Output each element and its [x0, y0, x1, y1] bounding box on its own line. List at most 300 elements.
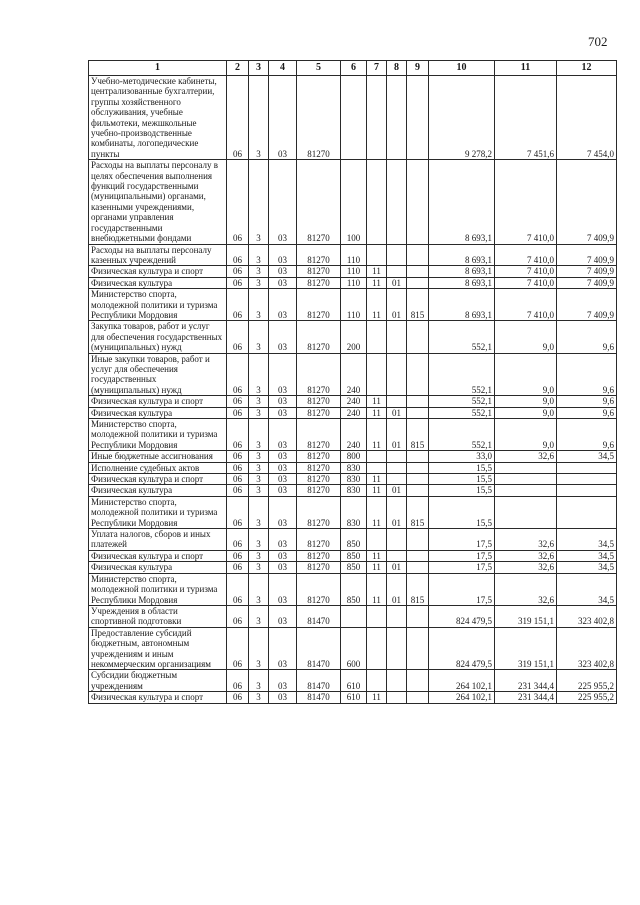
table-cell: 323 402,8 [557, 605, 617, 627]
table-cell: 32,6 [495, 550, 557, 561]
table-cell: 06 [227, 277, 249, 288]
table-cell [367, 627, 387, 670]
row-label: Закупка товаров, работ и услуг для обеспечения государственных (муниципальных) нужд [89, 321, 227, 353]
table-cell: 3 [249, 692, 269, 703]
table-cell: 264 102,1 [429, 692, 495, 703]
table-cell: 15,5 [429, 485, 495, 496]
table-cell: 7 409,9 [557, 244, 617, 266]
table-cell [367, 670, 387, 692]
table-cell: 03 [269, 627, 297, 670]
table-row [89, 485, 617, 496]
table-row [89, 605, 617, 627]
table-row [89, 474, 617, 485]
table-cell: 8 693,1 [429, 266, 495, 277]
table-cell: 9,0 [495, 407, 557, 418]
table-cell: 81270 [297, 396, 341, 407]
table-cell [495, 474, 557, 485]
page-number: 702 [588, 34, 608, 49]
column-header: 9 [407, 61, 429, 76]
table-cell: 01 [387, 419, 407, 451]
table-cell: 800 [341, 451, 367, 462]
table-cell: 3 [249, 627, 269, 670]
table-cell [367, 462, 387, 473]
table-cell: 81270 [297, 321, 341, 353]
table-cell: 11 [367, 496, 387, 528]
column-header: 4 [269, 61, 297, 76]
row-label: Физическая культура и спорт [89, 692, 227, 703]
table-cell: 3 [249, 462, 269, 473]
table-cell: 110 [341, 244, 367, 266]
table-cell: 110 [341, 277, 367, 288]
table-cell [407, 550, 429, 561]
table-cell: 06 [227, 160, 249, 244]
table-cell: 850 [341, 562, 367, 573]
table-cell: 11 [367, 396, 387, 407]
table-cell: 3 [249, 670, 269, 692]
table-cell: 11 [367, 692, 387, 703]
table-cell: 9,6 [557, 419, 617, 451]
table-cell: 815 [407, 573, 429, 605]
table-cell: 9,6 [557, 353, 617, 396]
table-cell: 240 [341, 353, 367, 396]
column-header: 11 [495, 61, 557, 76]
row-label: Физическая культура [89, 485, 227, 496]
table-cell: 81270 [297, 550, 341, 561]
table-cell: 32,6 [495, 529, 557, 551]
table-cell: 81470 [297, 627, 341, 670]
table-cell: 81270 [297, 462, 341, 473]
table-cell: 264 102,1 [429, 670, 495, 692]
table-cell [407, 277, 429, 288]
column-header: 3 [249, 61, 269, 76]
table-cell: 552,1 [429, 321, 495, 353]
table-cell: 01 [387, 289, 407, 321]
table-cell: 552,1 [429, 353, 495, 396]
table-cell: 34,5 [557, 451, 617, 462]
table-cell [387, 451, 407, 462]
row-label: Физическая культура и спорт [89, 266, 227, 277]
row-label: Предоставление субсидий бюджетным, автономным учреждениям и иным некоммерческим организациям [89, 627, 227, 670]
table-row [89, 462, 617, 473]
row-label: Физическая культура [89, 562, 227, 573]
table-cell: 8 693,1 [429, 160, 495, 244]
table-row [89, 266, 617, 277]
row-label: Министерство спорта, молодежной политики и туризма Республики Мордовия [89, 289, 227, 321]
table-cell: 03 [269, 474, 297, 485]
table-cell [367, 321, 387, 353]
table-cell: 11 [367, 266, 387, 277]
table-cell: 81270 [297, 573, 341, 605]
table-cell: 06 [227, 605, 249, 627]
table-cell: 81270 [297, 277, 341, 288]
table-cell: 81270 [297, 407, 341, 418]
table-cell [407, 321, 429, 353]
column-header: 2 [227, 61, 249, 76]
table-cell: 03 [269, 277, 297, 288]
table-cell: 552,1 [429, 419, 495, 451]
table-cell: 03 [269, 244, 297, 266]
table-row [89, 692, 617, 703]
table-cell [387, 321, 407, 353]
table-cell: 8 693,1 [429, 289, 495, 321]
table-cell: 81270 [297, 353, 341, 396]
column-header: 1 [89, 61, 227, 76]
table-row [89, 244, 617, 266]
table-cell [407, 160, 429, 244]
table-cell: 3 [249, 353, 269, 396]
table-cell: 03 [269, 550, 297, 561]
table-cell: 06 [227, 289, 249, 321]
table-cell: 240 [341, 396, 367, 407]
table-cell: 03 [269, 321, 297, 353]
table-cell: 11 [367, 562, 387, 573]
table-cell: 81270 [297, 289, 341, 321]
table-cell: 319 151,1 [495, 627, 557, 670]
table-cell: 100 [341, 160, 367, 244]
table-cell [407, 396, 429, 407]
column-header: 7 [367, 61, 387, 76]
table-cell: 03 [269, 692, 297, 703]
table-row [89, 289, 617, 321]
table-cell: 824 479,5 [429, 627, 495, 670]
table-cell: 06 [227, 321, 249, 353]
table-cell: 830 [341, 496, 367, 528]
table-cell: 06 [227, 550, 249, 561]
table-cell: 323 402,8 [557, 627, 617, 670]
table-cell: 610 [341, 692, 367, 703]
table-cell: 32,6 [495, 451, 557, 462]
table-row [89, 277, 617, 288]
table-row [89, 160, 617, 244]
table-cell: 3 [249, 396, 269, 407]
table-cell: 3 [249, 562, 269, 573]
table-cell [407, 485, 429, 496]
row-label: Иные закупки товаров, работ и услуг для обеспечения государственных (муниципальных) нужд [89, 353, 227, 396]
table-cell: 34,5 [557, 550, 617, 561]
row-label: Физическая культура [89, 277, 227, 288]
column-header: 12 [557, 61, 617, 76]
table-cell: 06 [227, 562, 249, 573]
table-cell: 3 [249, 550, 269, 561]
table-cell: 06 [227, 266, 249, 277]
table-cell: 81270 [297, 474, 341, 485]
table-cell: 240 [341, 407, 367, 418]
table-row [89, 321, 617, 353]
table-cell: 3 [249, 289, 269, 321]
table-cell: 15,5 [429, 462, 495, 473]
row-label: Учебно-методические кабинеты, централизованные бухгалтерии, группы хозяйственного обслуживания, учебные фильмотеки, межшкольные учебно-производственные комбинаты, логопедические пункты [89, 76, 227, 160]
table-cell: 11 [367, 485, 387, 496]
table-cell [495, 485, 557, 496]
table-cell [407, 627, 429, 670]
table-cell [387, 550, 407, 561]
table-cell: 06 [227, 573, 249, 605]
table-cell [407, 353, 429, 396]
table-cell [387, 462, 407, 473]
row-label: Министерство спорта, молодежной политики и туризма Республики Мордовия [89, 496, 227, 528]
table-cell [495, 496, 557, 528]
table-cell: 03 [269, 485, 297, 496]
table-cell: 9,6 [557, 321, 617, 353]
table-cell: 7 410,0 [495, 266, 557, 277]
table-cell [557, 496, 617, 528]
table-cell: 06 [227, 76, 249, 160]
table-cell [407, 462, 429, 473]
table-cell: 7 409,9 [557, 160, 617, 244]
table-cell: 81270 [297, 529, 341, 551]
row-label: Расходы на выплаты персоналу в целях обеспечения выполнения функций государственными (муниципальными) органами, казенными учреждениями, органами управления государственными внебюджетными фондами [89, 160, 227, 244]
table-cell: 610 [341, 670, 367, 692]
table-cell: 319 151,1 [495, 605, 557, 627]
table-cell: 3 [249, 244, 269, 266]
table-cell: 9,0 [495, 353, 557, 396]
table-cell: 03 [269, 451, 297, 462]
table-cell: 06 [227, 496, 249, 528]
table-cell: 03 [269, 407, 297, 418]
table-cell: 850 [341, 529, 367, 551]
table-row [89, 396, 617, 407]
table-cell: 06 [227, 692, 249, 703]
table-cell [367, 160, 387, 244]
table-cell [387, 244, 407, 266]
table-cell: 830 [341, 485, 367, 496]
table-cell: 11 [367, 550, 387, 561]
table-cell: 03 [269, 353, 297, 396]
table-cell: 03 [269, 529, 297, 551]
row-label: Министерство спорта, молодежной политики и туризма Республики Мордовия [89, 419, 227, 451]
table-cell: 17,5 [429, 529, 495, 551]
table-cell [407, 76, 429, 160]
table-cell: 32,6 [495, 573, 557, 605]
table-cell: 06 [227, 462, 249, 473]
table-cell: 7 410,0 [495, 244, 557, 266]
table-cell: 11 [367, 289, 387, 321]
table-cell: 552,1 [429, 396, 495, 407]
table-cell: 17,5 [429, 573, 495, 605]
table-cell [557, 474, 617, 485]
table-cell: 3 [249, 573, 269, 605]
table-cell: 3 [249, 485, 269, 496]
table-cell: 33,0 [429, 451, 495, 462]
table-cell: 830 [341, 474, 367, 485]
row-label: Учреждения в области спортивной подготовки [89, 605, 227, 627]
table-cell: 3 [249, 496, 269, 528]
table-row [89, 573, 617, 605]
table-cell: 03 [269, 573, 297, 605]
table-cell: 06 [227, 474, 249, 485]
table-cell: 06 [227, 419, 249, 451]
table-cell [367, 353, 387, 396]
table-cell [557, 485, 617, 496]
table-cell: 815 [407, 289, 429, 321]
table-cell: 03 [269, 462, 297, 473]
table-row [89, 407, 617, 418]
table-cell: 3 [249, 266, 269, 277]
table-cell: 03 [269, 419, 297, 451]
table-cell: 7 409,9 [557, 289, 617, 321]
table-cell: 3 [249, 407, 269, 418]
table-cell: 81270 [297, 496, 341, 528]
column-header: 10 [429, 61, 495, 76]
table-cell: 06 [227, 407, 249, 418]
table-cell: 600 [341, 627, 367, 670]
table-cell: 06 [227, 670, 249, 692]
row-label: Физическая культура [89, 407, 227, 418]
table-cell: 9,0 [495, 396, 557, 407]
table-cell: 231 344,4 [495, 692, 557, 703]
table-cell [407, 562, 429, 573]
table-cell: 81270 [297, 160, 341, 244]
table-cell: 3 [249, 160, 269, 244]
table-row [89, 419, 617, 451]
table-cell: 03 [269, 605, 297, 627]
table-cell: 7 410,0 [495, 289, 557, 321]
table-cell: 3 [249, 419, 269, 451]
table-cell: 03 [269, 562, 297, 573]
table-cell: 850 [341, 550, 367, 561]
table-cell: 81270 [297, 485, 341, 496]
table-cell [367, 605, 387, 627]
table-cell [407, 266, 429, 277]
table-cell [387, 474, 407, 485]
table-cell: 06 [227, 244, 249, 266]
table-cell: 81270 [297, 562, 341, 573]
table-cell: 7 451,6 [495, 76, 557, 160]
table-cell: 3 [249, 605, 269, 627]
table-cell: 32,6 [495, 562, 557, 573]
table-cell: 11 [367, 277, 387, 288]
table-cell [387, 692, 407, 703]
table-cell: 17,5 [429, 550, 495, 561]
table-cell: 7 409,9 [557, 277, 617, 288]
table-cell: 81270 [297, 76, 341, 160]
table-cell [557, 462, 617, 473]
table-cell: 231 344,4 [495, 670, 557, 692]
table-cell: 9,6 [557, 407, 617, 418]
table-cell: 81270 [297, 266, 341, 277]
table-row [89, 496, 617, 528]
table-cell [387, 670, 407, 692]
table-cell: 03 [269, 76, 297, 160]
table-cell: 06 [227, 529, 249, 551]
row-label: Физическая культура и спорт [89, 474, 227, 485]
table-cell: 11 [367, 573, 387, 605]
table-row [89, 451, 617, 462]
table-cell: 03 [269, 670, 297, 692]
table-cell: 7 410,0 [495, 277, 557, 288]
table-cell: 15,5 [429, 474, 495, 485]
table-cell: 06 [227, 451, 249, 462]
table-cell: 3 [249, 529, 269, 551]
table-cell: 03 [269, 289, 297, 321]
table-cell: 06 [227, 353, 249, 396]
table-cell [387, 396, 407, 407]
row-label: Иные бюджетные ассигнования [89, 451, 227, 462]
table-cell: 81470 [297, 692, 341, 703]
table-cell: 3 [249, 451, 269, 462]
table-cell: 81270 [297, 244, 341, 266]
table-cell: 9,0 [495, 419, 557, 451]
table-cell: 01 [387, 407, 407, 418]
table-cell: 03 [269, 266, 297, 277]
table-cell: 3 [249, 277, 269, 288]
table-cell: 06 [227, 627, 249, 670]
table-cell: 815 [407, 496, 429, 528]
row-label: Министерство спорта, молодежной политики и туризма Республики Мордовия [89, 573, 227, 605]
table-cell: 8 693,1 [429, 244, 495, 266]
table-cell [341, 76, 367, 160]
table-cell: 03 [269, 160, 297, 244]
table-cell: 17,5 [429, 562, 495, 573]
table-cell: 34,5 [557, 573, 617, 605]
table-cell: 03 [269, 396, 297, 407]
table-cell: 830 [341, 462, 367, 473]
table-cell [387, 353, 407, 396]
table-cell: 15,5 [429, 496, 495, 528]
table-cell: 81270 [297, 451, 341, 462]
table-row [89, 353, 617, 396]
table-cell: 34,5 [557, 562, 617, 573]
table-cell [407, 244, 429, 266]
table-cell: 850 [341, 573, 367, 605]
table-cell: 7 410,0 [495, 160, 557, 244]
row-label: Расходы на выплаты персоналу казенных учреждений [89, 244, 227, 266]
table-cell: 815 [407, 419, 429, 451]
table-cell: 03 [269, 496, 297, 528]
table-cell: 81470 [297, 670, 341, 692]
table-cell: 7 454,0 [557, 76, 617, 160]
table-cell: 552,1 [429, 407, 495, 418]
table-cell: 8 693,1 [429, 277, 495, 288]
table-cell: 240 [341, 419, 367, 451]
table-cell: 01 [387, 562, 407, 573]
table-cell [407, 451, 429, 462]
table-cell [495, 462, 557, 473]
table-cell [367, 76, 387, 160]
budget-table [88, 60, 617, 704]
table-cell: 3 [249, 76, 269, 160]
table-cell: 11 [367, 419, 387, 451]
table-cell [367, 451, 387, 462]
table-cell [407, 670, 429, 692]
table-cell: 3 [249, 474, 269, 485]
table-cell [387, 605, 407, 627]
column-header: 5 [297, 61, 341, 76]
table-cell: 9,6 [557, 396, 617, 407]
table-cell [367, 529, 387, 551]
table-cell: 11 [367, 407, 387, 418]
table-row [89, 627, 617, 670]
header-row [89, 61, 617, 76]
row-label: Субсидии бюджетным учреждениям [89, 670, 227, 692]
table-cell [387, 160, 407, 244]
table-cell: 11 [367, 474, 387, 485]
column-header: 8 [387, 61, 407, 76]
table-cell: 01 [387, 485, 407, 496]
table-cell: 06 [227, 396, 249, 407]
table-cell: 06 [227, 485, 249, 496]
table-cell: 225 955,2 [557, 670, 617, 692]
table-cell [407, 605, 429, 627]
table-cell: 01 [387, 277, 407, 288]
table-cell: 7 409,9 [557, 266, 617, 277]
row-label: Физическая культура и спорт [89, 396, 227, 407]
table-cell: 824 479,5 [429, 605, 495, 627]
table-cell [387, 627, 407, 670]
table-cell: 110 [341, 266, 367, 277]
table-row [89, 670, 617, 692]
table-cell: 3 [249, 321, 269, 353]
